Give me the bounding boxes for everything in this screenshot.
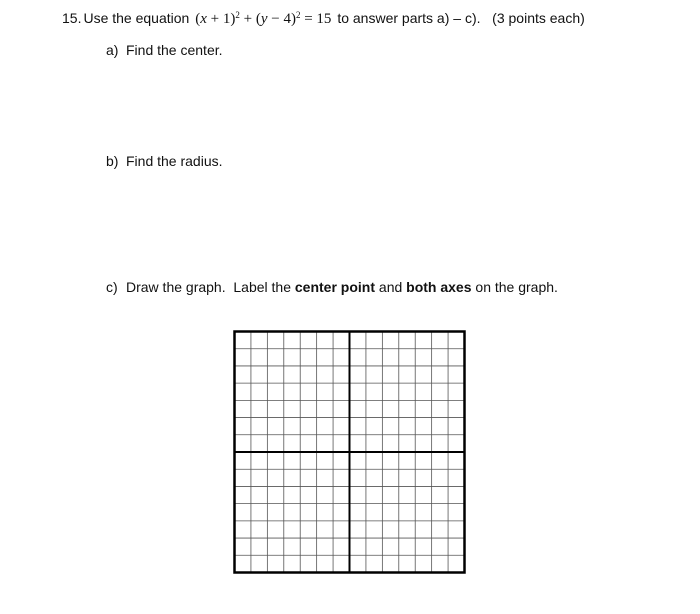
part-a-text: Find the center. (126, 42, 223, 58)
part-b-label: b) (106, 153, 119, 169)
part-c-label: c) (106, 279, 118, 295)
circle-equation: $(x + 1)^2 + (y - 4)^2 = 15$ (195, 10, 332, 27)
part-a (106, 41, 223, 59)
part-c (106, 278, 558, 296)
graph-grid[interactable] (233, 330, 466, 574)
part-c-text-2: and (375, 279, 407, 295)
part-c-bold-center: center point (294, 279, 376, 295)
part-b (106, 152, 223, 170)
part-b-text: Find the radius. (126, 153, 223, 169)
question-number: 15. (62, 10, 82, 26)
part-a-label: a) (106, 42, 119, 58)
question-intro: Use the equation (83, 10, 190, 26)
question-tail: to answer parts a) – c). (337, 10, 481, 26)
part-c-text-3: on the graph. (471, 279, 558, 295)
part-c-text-1: Draw the graph. Label the (126, 279, 295, 295)
question-header (62, 9, 585, 28)
points-note: (3 points each) (492, 10, 585, 26)
part-c-bold-axes: both axes (406, 279, 472, 295)
graph-grid-svg[interactable] (233, 330, 466, 574)
